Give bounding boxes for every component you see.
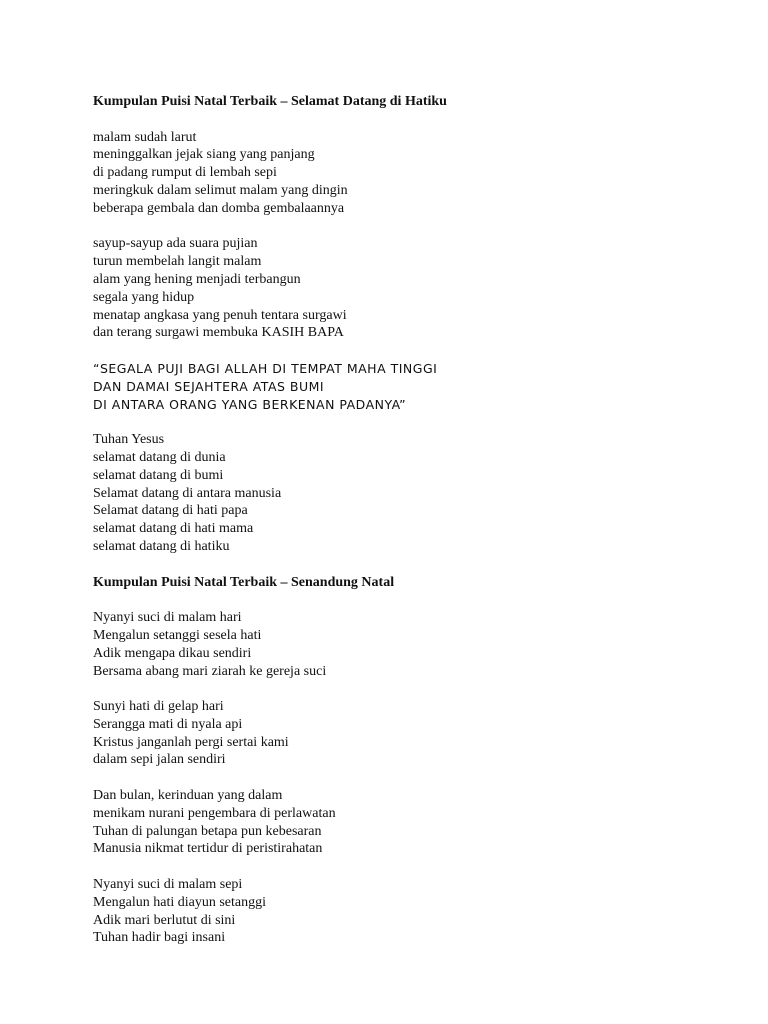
poem-line: beberapa gembala dan domba gembalaannya [93,200,345,216]
poem-line: dalam sepi jalan sendiri [93,752,226,768]
poem-line: Bersama abang mari ziarah ke gereja suci [93,663,327,679]
poem-line: Tuhan hadir bagi insani [93,930,226,946]
poem-line: sayup-sayup ada suara pujian [93,236,258,252]
poem-line: malam sudah larut [93,129,197,145]
poem-line: “SEGALA PUJI BAGI ALLAH DI TEMPAT MAHA TINGGI [93,360,438,376]
poem-line: Selamat datang di hati papa [93,503,248,519]
poem-1-stanza-1 [93,129,733,218]
poem-line: segala yang hidup [93,289,195,305]
spacer [93,556,733,574]
poem-line: selamat datang di dunia [93,449,226,465]
document-page [93,93,733,947]
poem-2-title: Kumpulan Puisi Natal Terbaik – Senandung Natal [93,574,395,590]
poem-line: Selamat datang di antara manusia [93,485,282,501]
poem-line: Tuhan di palungan betapa pun kebesaran [93,823,322,839]
poem-2-stanza-3 [93,787,733,858]
poem-line: menikam nurani pengembara di perlawatan [93,805,336,821]
spacer [93,680,733,698]
poem-line: selamat datang di bumi [93,467,224,483]
poem-line: Serangga mati di nyala api [93,716,243,732]
poem-line: Adik mengapa dikau sendiri [93,645,252,661]
poem-line: menatap angkasa yang penuh tentara surgawi [93,307,347,323]
poem-line: Nyanyi suci di malam sepi [93,877,243,893]
spacer [93,858,733,876]
poem-line: alam yang hening menjadi terbangun [93,271,301,287]
spacer [93,591,733,609]
poem-line: turun membelah langit malam [93,254,262,270]
poem-line: Nyanyi suci di malam hari [93,610,242,626]
poem-line: Mengalun hati diayun setanggi [93,894,267,910]
spacer [93,342,733,360]
poem-line: Mengalun setanggi sesela hati [93,627,262,643]
poem-1-stanza-2 [93,235,733,342]
poem-line: Kristus janganlah pergi sertai kami [93,734,289,750]
poem-line: meringkuk dalam selimut malam yang dingin [93,182,348,198]
poem-line: Adik mari berlutut di sini [93,912,236,928]
poem-line: selamat datang di hatiku [93,538,230,554]
poem-line: DAN DAMAI SEJAHTERA ATAS BUMI [93,378,325,394]
poem-line: di padang rumput di lembah sepi [93,165,277,181]
poem-2-stanza-2 [93,698,733,769]
poem-line: Tuhan Yesus [93,432,165,448]
poem-line: dan terang surgawi membuka KASIH BAPA [93,325,344,341]
poem-2-stanza-1 [93,609,733,680]
poem-1-title: Kumpulan Puisi Natal Terbaik – Selamat Datang di Hatiku [93,94,447,109]
poem-line: Sunyi hati di gelap hari [93,699,224,715]
poem-line: DI ANTARA ORANG YANG BERKENAN PADANYA” [93,396,407,412]
spacer [93,111,733,129]
poem-line: meninggalkan jejak siang yang panjang [93,147,315,163]
spacer [93,413,733,431]
poem-2-stanza-4 [93,876,733,947]
spacer [93,218,733,236]
poem-1-stanza-3 [93,360,733,413]
poem-line: selamat datang di hati mama [93,521,254,537]
poem-line: Dan bulan, kerinduan yang dalam [93,788,283,804]
poem-1-stanza-4 [93,431,733,556]
spacer [93,769,733,787]
poem-line: Manusia nikmat tertidur di peristirahatan [93,841,323,857]
